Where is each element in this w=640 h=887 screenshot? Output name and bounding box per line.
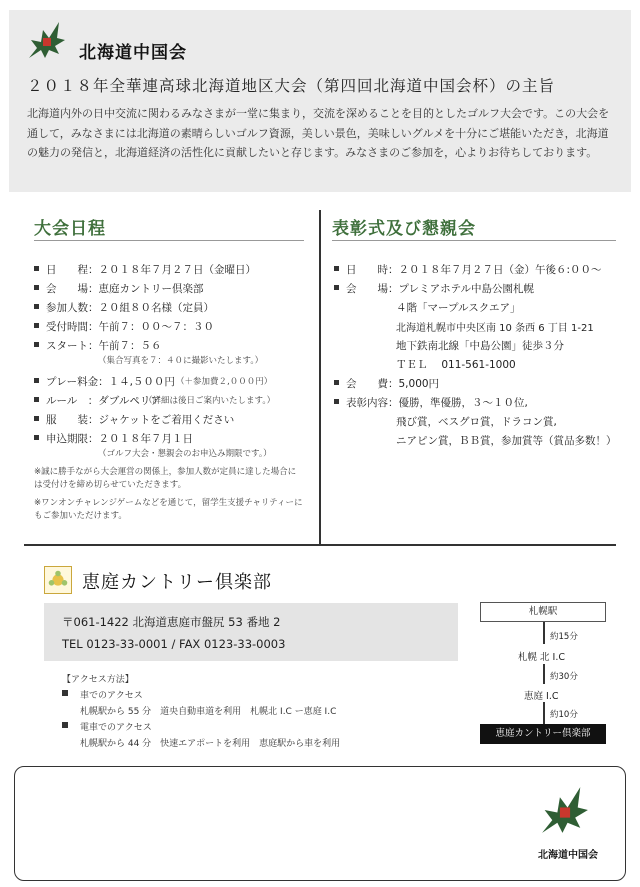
club-phone: TEL 0123-33-0001 / FAX 0123-33-0003 [62, 637, 286, 651]
route-connector [543, 702, 545, 724]
list-item-continued: 北海道札幌市中央区南 10 条西 6 丁目 1-21 [396, 323, 594, 334]
schedule-list: 日 程：２０１８年７月２７日（金曜日） 会 場：恵庭カントリー倶楽部 参加人数：２０組８０名様（定員） 受付時間：午前７：００〜７：３０ スタート：午前７：５６ （集合写真を７：４０に撮影いたします。） プレー料金：１４,５００円 （＋参加費２,０００円） ルール ：ダブルペリア （詳細は後日ご案内いたします。） 服 装：ジャケットをご着用ください 申込期限：２０１８年７月１日 （ゴルフ大会・懇親会のお申込み期限です。） [34, 262, 314, 462]
column-divider [319, 210, 321, 545]
ceremony-title-rule [332, 240, 616, 241]
list-item-continued: ＴＥＬ 011-561-1000 [396, 359, 516, 371]
route-leg-time: 約30分 [550, 672, 578, 682]
list-item-continued: 地下鉄南北線「中島公園」徒歩３分 [396, 340, 564, 352]
list-item-continued: ニアピン賞，ＢＢ賞，参加賞等（賞品多数！） [396, 435, 617, 447]
maple-leaf-logo-icon [536, 782, 594, 838]
schedule-title: 大会日程 [34, 219, 106, 239]
list-item-continued: ４階「マープルスクエア」 [396, 302, 521, 314]
schedule-note: ※誠に勝手ながら大会運営の関係上，参加人数が定員に達した場合には受付けを締め切らせていただきます。 [34, 467, 297, 490]
club-address-box [44, 603, 458, 661]
intro-panel [9, 10, 631, 192]
ceremony-list: 日 時：２０１８年７月２７日（金）午後６:００〜 会 場：プレミアホテル中島公園札幌 ４階「マープルスクエア」 北海道札幌市中央区南 10 条西 6 丁目 1-21 地下鉄南北線「中島公園」徒歩３分 ＴＥＬ 011-561-1000 会 費：5,000円 表彰内容：優勝，準優勝，３〜１０位, 飛び賞，ベスグロ賞，ドラコン賞, ニアピン賞，ＢＢ賞，参加賞等（賞品多数！） [334, 262, 624, 442]
footer-brand: 北海道中国会 [538, 850, 598, 861]
section-divider [24, 544, 616, 546]
club-name: 恵庭カントリー倶楽部 [82, 572, 272, 593]
access-train-label: 電車でのアクセス [80, 723, 152, 733]
list-item-subnote: （集合写真を７：４０に撮影いたします。） [98, 356, 264, 366]
route-stop: 恵庭 I.C [524, 691, 559, 702]
list-item-continued: 飛び賞，ベスグロ賞，ドラコン賞, [396, 416, 557, 428]
route-leg-time: 約15分 [550, 632, 578, 642]
access-car-label: 車でのアクセス [80, 691, 143, 701]
list-item-subnote: （ゴルフ大会・懇親会のお申込み期限です。） [98, 449, 272, 459]
brand-name: 北海道中国会 [79, 43, 187, 63]
footer-box [14, 766, 626, 881]
access-train-text: 札幌駅から 44 分 快速エアポートを利用 恵庭駅から車を利用 [80, 739, 341, 749]
access-car-text: 札幌駅から 55 分 道央自動車道を利用 札幌北 I.C ー恵庭 I.C [80, 707, 337, 717]
club-logo-icon [44, 566, 72, 594]
route-start: 札幌駅 [480, 602, 606, 622]
intro-text: 北海道内外の日中交流に関わるみなさまが一堂に集まり，交流を深めることを目的としたゴルフ大会です。この大会を通して，みなさまには北海道の素晴らしいゴルフ資源，美しい景色，美味しいグルメを十分にご堪能いただき，北海道の魅力の発信と，北海道経済の活性化に貢献したいと存じます。みなさまのご参加を，心よりお待ちしております。 [27, 107, 610, 159]
club-address: 〒061-1422 北海道恵庭市盤尻 53 番地 2 [62, 615, 281, 629]
maple-leaf-logo-icon [25, 18, 69, 62]
square-bullet-icon [62, 690, 68, 696]
access-title: 【アクセス方法】 [62, 675, 134, 685]
route-leg-time: 約10分 [550, 710, 578, 720]
ceremony-title: 表彰式及び懇親会 [332, 219, 476, 239]
page-title: ２０１８年全華連高球北海道地区大会（第四回北海道中国会杯）の主旨 [27, 77, 556, 95]
route-connector [543, 664, 545, 684]
route-destination: 恵庭カントリー倶楽部 [480, 724, 606, 744]
schedule-title-rule [34, 240, 304, 241]
schedule-note: ※ワンオンチャレンジゲームなどを通じて，留学生支援チャリティーにもご参加いただけます。 [34, 498, 303, 521]
route-stop: 札幌 北 I.C [518, 652, 565, 663]
route-connector [543, 622, 545, 644]
square-bullet-icon [62, 722, 68, 728]
